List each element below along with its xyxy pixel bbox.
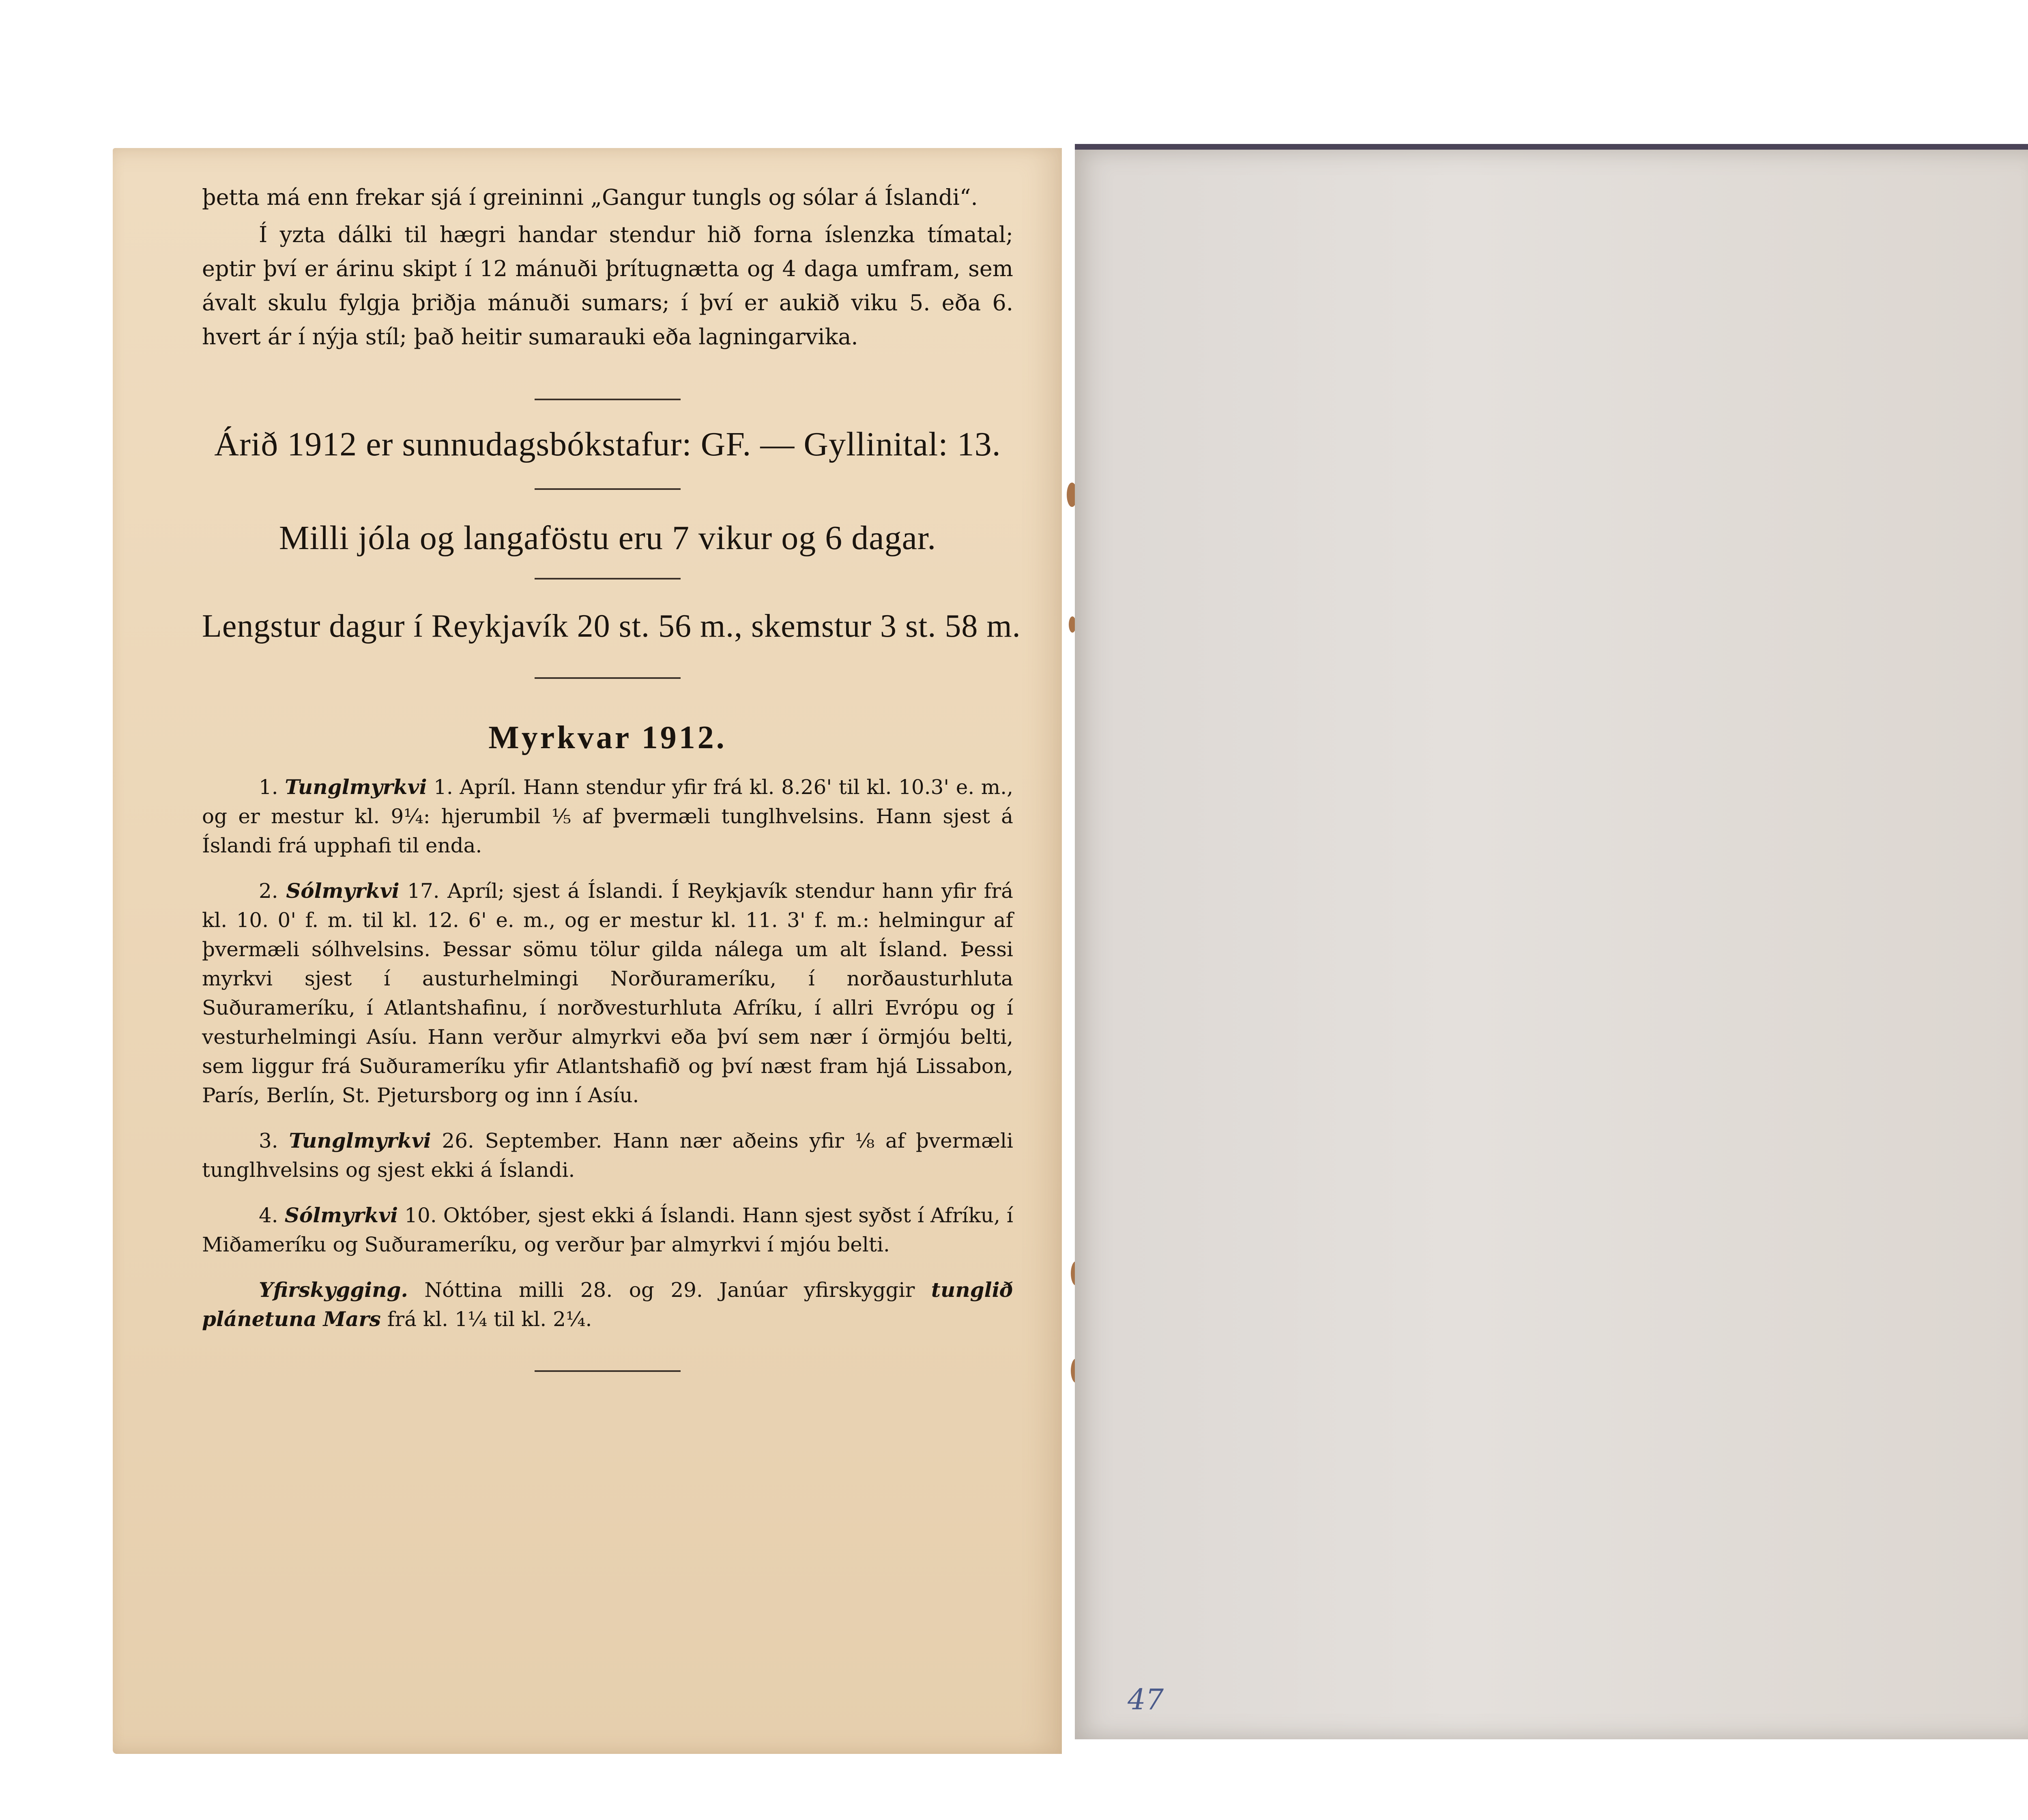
right-page-blank [1075, 144, 2028, 1739]
left-page [113, 148, 1062, 1754]
calendar-paragraph: Í yzta dálki til hægri handar stendur hið forna íslenzka tímatal; eptir því er árinu skipt í 12 mánuði þrítugnætta og 4 daga umfram, sem ávalt skulu fylgja þriðja mánuði sumars; í því er aukið viku 5. eða 6. hvert ár í nýja stíl; það heitir sumarauki eða lagningarvika. [202, 222, 1013, 350]
daylength-line: Lengstur dagur í Reykjavík 20 st. 56 m., skemstur 3 st. 58 m. [202, 608, 1021, 644]
christmas-line: Milli jóla og langaföstu eru 7 vikur og 6 dagar. [279, 519, 937, 557]
divider-rule [535, 399, 681, 400]
list-item: 2. Sólmyrkvi 17. Apríl; sjest á Íslandi. Í Reykjavík stendur hann yfir frá kl. 10. 0' f. m. til kl. 12. 6' e. m., og er mestur kl. 11. 3' f. m.: helmingur af þvermæli sólhvelsins. Þessar sömu tölur gilda nálega um alt Ísland. Þessi myrkvi sjest í austurhelmingi Norðurameríku, í norðausturhluta Suðurameríku, í Atlantshafinu, í norðvesturhluta Afríku, í allri Evrópu og í vesturhelmingi Asíu. Hann verður almyrkvi eða því sem nær í örmjóu belti, sem liggur frá Suðurameríku yfir Atlantshafið og því næst fram hjá Lissabon, París, Berlín, St. Pjetursborg og inn í Asíu. [202, 879, 1013, 1107]
divider-rule [535, 1370, 681, 1372]
divider-rule [535, 578, 681, 579]
eclipse-list [202, 773, 1013, 1334]
handwritten-page-number: 47 [1128, 1683, 1164, 1716]
divider-rule [535, 488, 681, 490]
list-item: 4. Sólmyrkvi 10. Október, sjest ekki á Íslandi. Hann sjest syðst í Afríku, í Miðameríku og Suðurameríku, og verður þar almyrkvi í mjóu belti. [202, 1203, 1014, 1256]
year-line: Árið 1912 er sunnudagsbókstafur: GF. — Gyllinital: 13. [214, 425, 1001, 463]
list-item: 1. Tunglmyrkvi 1. Apríl. Hann stendur yfir frá kl. 8.26' til kl. 10.3' e. m., og er mestur kl. 9¼: hjerumbil ⅕ af þvermæli tunglhvelsins. Hann sjest á Íslandi frá upphafi til enda. [202, 775, 1013, 857]
intro-text: þetta má enn frekar sjá í greininni „Gangur tungls og sólar á Íslandi“. [202, 185, 978, 210]
divider-rule [535, 677, 681, 679]
occultation-note: Yfirskygging. Nóttina milli 28. og 29. Janúar yfirskyggir tunglið plánetuna Mars frá kl. 1¼ til kl. 2¼. [202, 1278, 1013, 1331]
left-page-text-block [202, 180, 1021, 1372]
section-title: Myrkvar 1912. [488, 720, 727, 755]
list-item: 3. Tunglmyrkvi 26. September. Hann nær aðeins yfir ⅛ af þvermæli tunglhvelsins og sjest ekki á Íslandi. [202, 1129, 1013, 1182]
